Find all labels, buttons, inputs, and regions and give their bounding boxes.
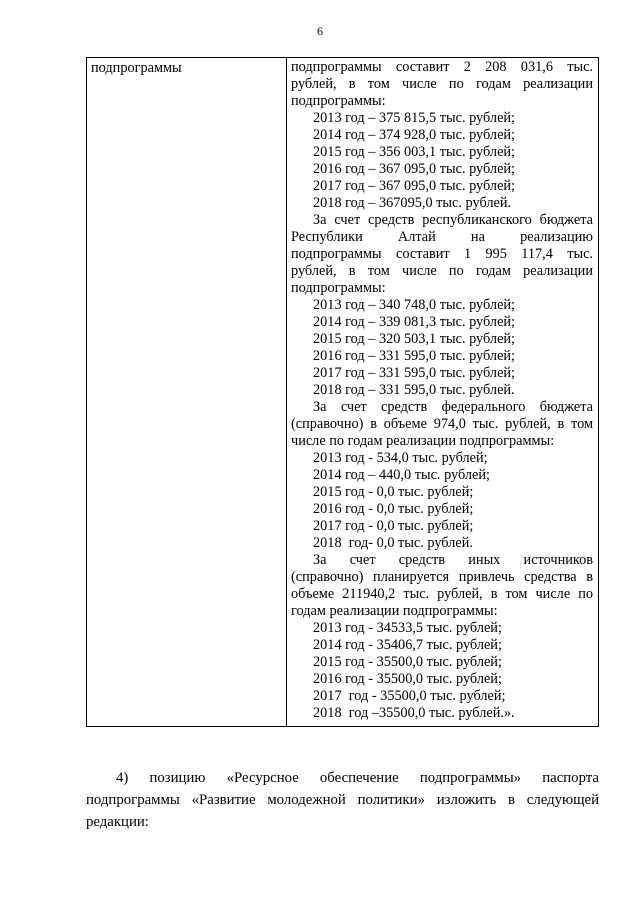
- text-line: (справочно) планируется привлечь средства в: [291, 569, 593, 585]
- text-line: Республики Алтай на реализацию: [291, 229, 593, 245]
- year-line: 2013 год – 375 815,5 тыс. рублей;: [313, 110, 516, 126]
- year-line: 2015 год – 320 503,1 тыс. рублей;: [313, 331, 516, 347]
- year-line: 2018 год – 331 595,0 тыс. рублей.: [313, 382, 515, 398]
- text-line: рублей, в том числе по годам реализации: [291, 263, 593, 279]
- text-line: подпрограммы составит 2 208 031,6 тыс.: [291, 59, 593, 75]
- paragraph-line: 4) позицию «Ресурсное обеспечение подпрограммы» паспорта: [116, 770, 599, 786]
- year-line: 2016 год - 0,0 тыс. рублей;: [313, 501, 474, 517]
- year-line: 2017 год – 367 095,0 тыс. рублей;: [313, 178, 516, 194]
- passport-table: [86, 57, 599, 727]
- label-cell: [87, 58, 287, 727]
- year-line: 2018 год –35500,0 тыс. рублей.».: [313, 705, 515, 721]
- row-label: подпрограммы: [91, 60, 182, 76]
- page-number: 6: [317, 24, 323, 38]
- year-line: 2015 год - 0,0 тыс. рублей;: [313, 484, 474, 500]
- paragraph-line: подпрограммы «Развитие молодежной политики» изложить в следующей: [86, 792, 599, 808]
- text-line: За счет средств республиканского бюджета: [313, 212, 593, 228]
- year-line: 2018 год – 367095,0 тыс. рублей.: [313, 195, 512, 211]
- year-line: 2016 год – 331 595,0 тыс. рублей;: [313, 348, 516, 364]
- text-line: числе по годам реализации подпрограммы:: [291, 433, 555, 449]
- year-line: 2015 год - 35500,0 тыс. рублей;: [313, 654, 502, 670]
- federal-budget-block: [291, 399, 593, 552]
- text-line: годам реализации подпрограммы:: [291, 603, 498, 619]
- year-line: 2014 год – 374 928,0 тыс. рублей;: [313, 127, 516, 143]
- total-funding-block: [291, 59, 593, 212]
- year-line: 2018 год- 0,0 тыс. рублей.: [313, 535, 473, 551]
- year-line: 2014 год – 440,0 тыс. рублей;: [313, 467, 491, 483]
- year-line: 2013 год - 34533,5 тыс. рублей;: [313, 620, 502, 636]
- text-line: подпрограммы:: [291, 280, 386, 296]
- text-line: За счет средств иных источников: [313, 552, 593, 568]
- amendment-paragraph: [86, 767, 599, 833]
- year-line: 2017 год – 331 595,0 тыс. рублей;: [313, 365, 516, 381]
- year-line: 2013 год – 340 748,0 тыс. рублей;: [313, 297, 516, 313]
- year-line: 2016 год – 367 095,0 тыс. рублей;: [313, 161, 516, 177]
- year-line: 2017 год - 35500,0 тыс. рублей;: [313, 688, 506, 704]
- table-row: [87, 58, 599, 727]
- year-line: 2013 год - 534,0 тыс. рублей;: [313, 450, 488, 466]
- year-line: 2016 год - 35500,0 тыс. рублей;: [313, 671, 502, 687]
- paragraph-line: редакции:: [86, 814, 149, 830]
- text-line: подпрограммы:: [291, 93, 386, 109]
- text-line: рублей, в том числе по годам реализации: [291, 76, 593, 92]
- text-line: объеме 211940,2 тыс. рублей, в том числе по: [291, 586, 593, 602]
- content-cell: [287, 58, 599, 727]
- year-line: 2014 год – 339 081,3 тыс. рублей;: [313, 314, 516, 330]
- republic-budget-block: [291, 212, 593, 399]
- year-line: 2017 год - 0,0 тыс. рублей;: [313, 518, 474, 534]
- text-line: подпрограммы составит 1 995 117,4 тыс.: [291, 246, 593, 262]
- year-line: 2014 год - 35406,7 тыс. рублей;: [313, 637, 502, 653]
- text-line: За счет средств федерального бюджета: [313, 399, 593, 415]
- other-sources-block: [291, 552, 593, 722]
- year-line: 2015 год – 356 003,1 тыс. рублей;: [313, 144, 516, 160]
- text-line: (справочно) в объеме 974,0 тыс. рублей, в том: [291, 416, 593, 432]
